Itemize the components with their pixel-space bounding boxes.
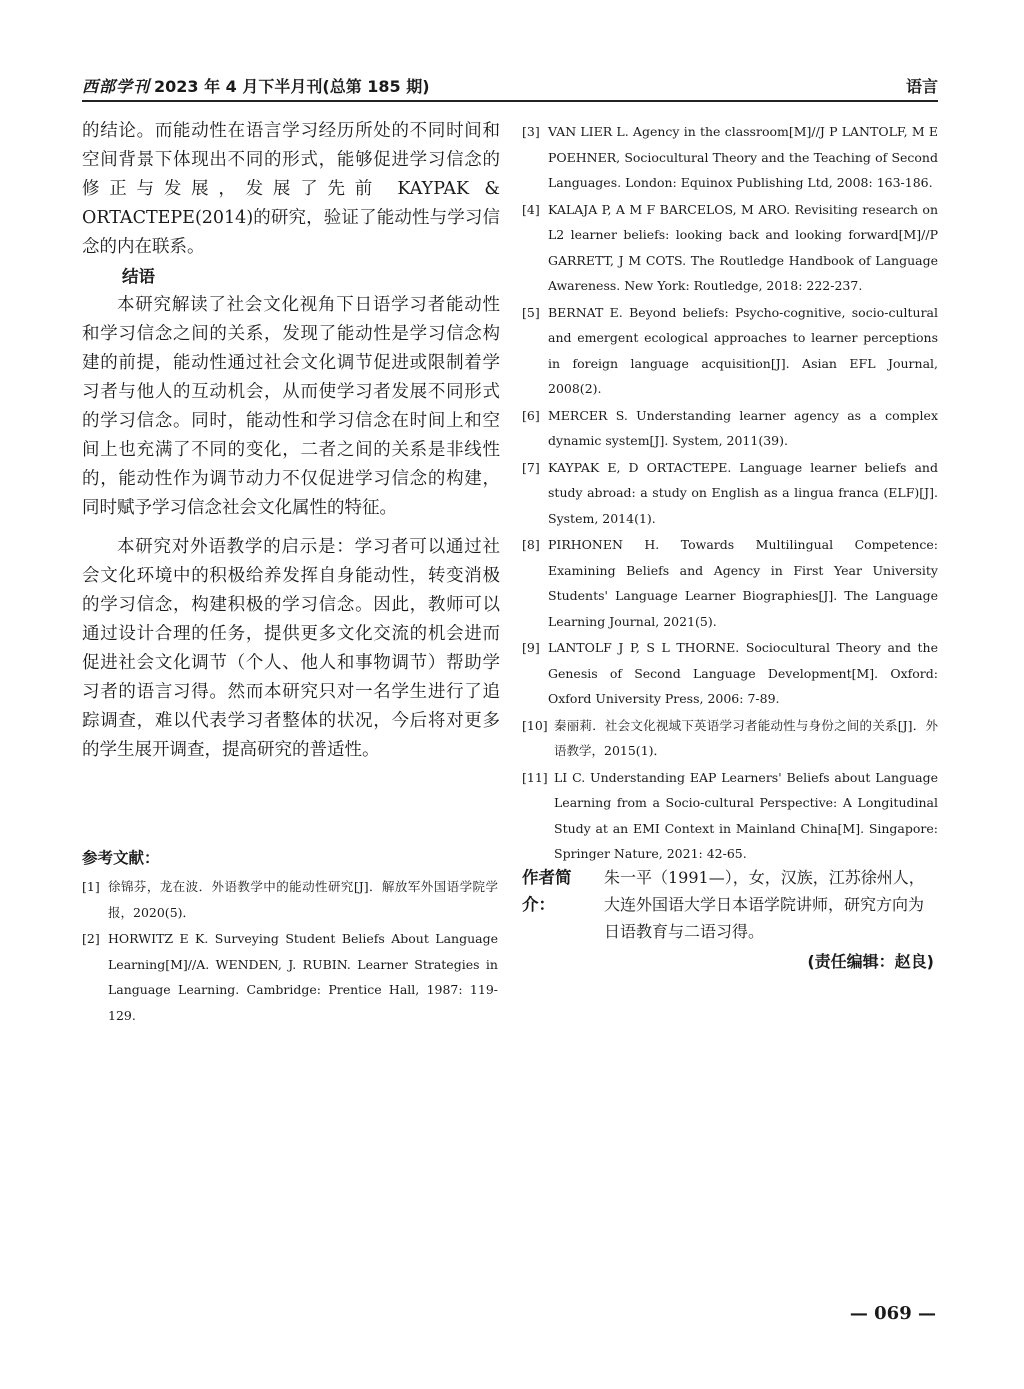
reference-item [82, 926, 498, 1028]
issue-info: 2023 年 4 月下半月刊(总第 185 期) [154, 77, 430, 96]
reference-number: [3] [522, 124, 540, 139]
section-heading-conclusion: 结语 [122, 267, 155, 286]
reference-text: VAN LIER L. Agency in the classroom[M]//J P LANTOLF, M E POEHNER, Sociocultural Theory and the Teaching of Second Languages. London: Equinox Publishing Ltd, 2008: 163-186. [548, 124, 938, 190]
reference-number: [10] [522, 717, 548, 733]
reference-text: LANTOLF J P, S L THORNE. Sociocultural Theory and the Genesis of Second Language Development[M]. Oxford: Oxford University Press, 2006: 7-89. [548, 640, 938, 706]
reference-number: [11] [522, 769, 548, 785]
reference-number: [1] [82, 879, 100, 894]
section-name: 语言 [905, 77, 938, 96]
page-header [82, 72, 938, 102]
reference-text: MERCER S. Understanding learner agency as a complex dynamic system[J]. System, 2011(39). [548, 407, 938, 448]
reference-item [82, 874, 498, 925]
paragraph-conclusion-continued: 的结论。而能动性在语言学习经历所处的不同时间和空间背景下体现出不同的形式，能够促进学习信念的修正与发展，发展了先前 KAYPAK & ORTACTEPE(2014)的研究，验证了能动性与学习信念的内在联系。 [82, 121, 500, 257]
reference-number: [2] [82, 931, 100, 946]
author-bio-label: 作者简介： [522, 868, 572, 914]
author-bio-text: 朱一平（1991—），女，汉族，江苏徐州人，大连外国语大学日本语学院讲师，研究方向为日语教育与二语习得。 [604, 868, 925, 941]
reference-number: [6] [522, 407, 540, 423]
reference-number: [4] [522, 201, 540, 217]
journal-name: 西部学刊 [82, 77, 151, 96]
reference-item [522, 713, 938, 764]
references-title: 参考文献： [82, 849, 160, 867]
reference-text: BERNAT E. Beyond beliefs: Psycho-cognitive, socio-cultural and emergent ecological approaches to learner perceptions in foreign language acquisition[J]. Asian EFL Journal, 2008(2). [548, 304, 938, 396]
paragraph-summary: 本研究解读了社会文化视角下日语学习者能动性和学习信念之间的关系，发现了能动性是学习信念构建的前提，能动性通过社会文化调节促进或限制着学习者与他人的互动机会，从而使学习者发展不同形式的学习信念。同时，能动性和学习信念在时间上和空间上也充满了不同的变化，二者之间的关系是非线性的，能动性作为调节动力不仅促进学习信念的构建，同时赋予学习信念社会文化属性的特征。 [82, 295, 500, 518]
reference-text: KALAJA P, A M F BARCELOS, M ARO. Revisiting research on L2 learner beliefs: looking back and looking forward[M]//P GARRETT, J M COTS. The Routledge Handbook of Language Awareness. New York: Routledge, 2018: 222-237. [548, 201, 938, 293]
reference-item [522, 455, 938, 532]
body-text-column [82, 117, 500, 765]
reference-item [522, 532, 938, 634]
reference-text: HORWITZ E K. Surveying Student Beliefs About Language Learning[M]//A. WENDEN, J. RUBIN. Learner Strategies in Language Learning. Cambridge: Prentice Hall, 1987: 119-129. [108, 931, 498, 1023]
references-list-right [522, 119, 938, 868]
reference-text: 秦丽莉．社会文化视域下英语学习者能动性与身份之间的关系[J]．外语教学，2015(1)． [554, 717, 938, 758]
reference-item [522, 403, 938, 454]
reference-number: [9] [522, 640, 540, 655]
responsible-editor: (责任编辑：赵良) [807, 952, 934, 971]
author-bio [522, 864, 938, 972]
reference-text: LI C. Understanding EAP Learners' Beliefs about Language Learning from a Socio-cultural Perspective: A Longitudinal Study at an EMI Context in Mainland China[M]. Singapore: Springer Nature, 2021: 42-65. [554, 769, 938, 861]
reference-text: PIRHONEN H. Towards Multilingual Competence: Examining Beliefs and Agency in First Year University Students' Language Learner Biographies[J]. The Language Learning Journal, 2021(5). [548, 537, 938, 629]
reference-item [522, 119, 938, 196]
reference-text: 徐锦芬，龙在波．外语教学中的能动性研究[J]．解放军外国语学院学报，2020(5)． [108, 879, 498, 920]
reference-number: [7] [522, 459, 540, 475]
reference-number: [5] [522, 304, 540, 320]
page-number: — 069 — [849, 1303, 936, 1324]
reference-item [522, 197, 938, 299]
reference-item [522, 635, 938, 712]
reference-item [522, 765, 938, 867]
reference-item [522, 300, 938, 402]
reference-number: [8] [522, 537, 540, 552]
reference-text: KAYPAK E, D ORTACTEPE. Language learner beliefs and study abroad: a study on English as a lingua franca (ELF)[J]. System, 2014(1). [548, 459, 938, 526]
references-list-left [82, 874, 498, 1029]
paragraph-implications: 本研究对外语教学的启示是：学习者可以通过社会文化环境中的积极给养发挥自身能动性，转变消极的学习信念，构建积极的学习信念。因此，教师可以通过设计合理的任务，提供更多文化交流的机会进而促进社会文化调节（个人、他人和事物调节）帮助学习者的语言习得。然而本研究只对一名学生进行了追踪调查，难以代表学习者整体的状况，今后将对更多的学生展开调查，提高研究的普适性。 [82, 537, 500, 760]
